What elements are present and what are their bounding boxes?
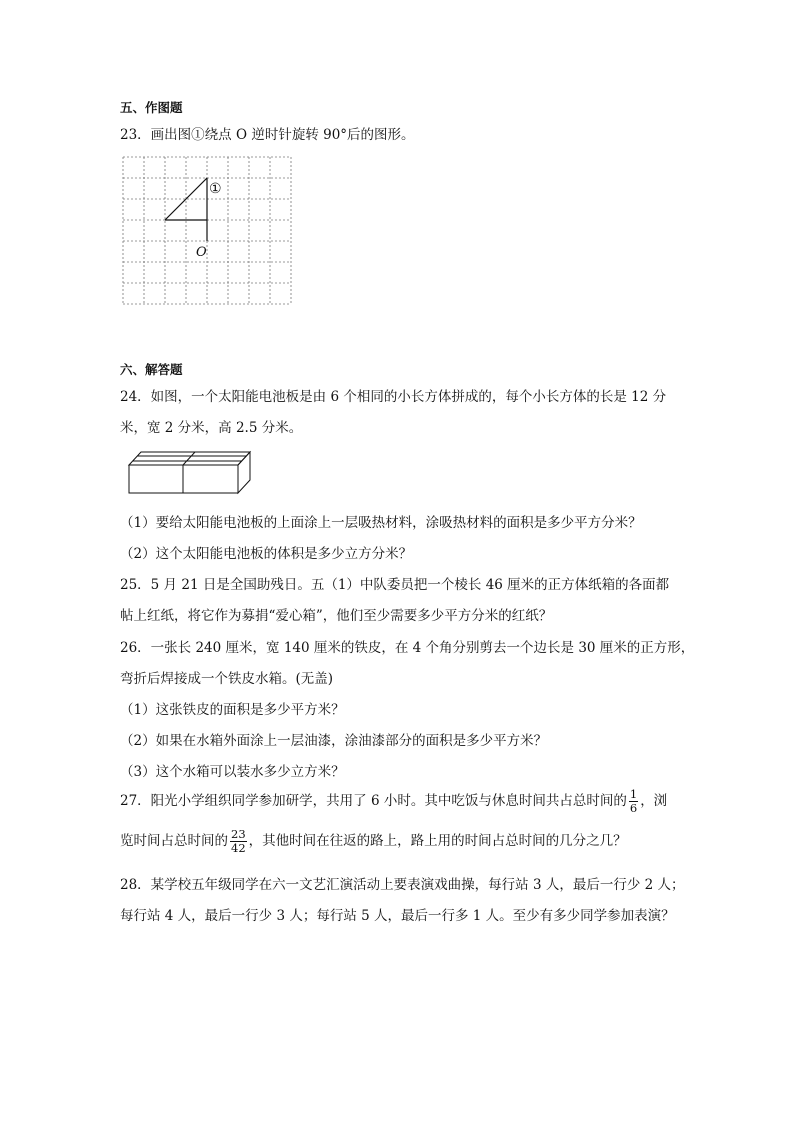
fraction-1-numerator: 1 (629, 787, 638, 801)
question-26-sub-2: （2）如果在水箱外面涂上一层油漆，涂油漆部分的面积是多少平方米？ (120, 733, 548, 749)
solar-panel-figure (126, 446, 254, 498)
question-28-line-1: 28．某学校五年级同学在六一文艺汇演活动上要表演戏曲操，每行站 3 人，最后一行少 2 人； (120, 877, 685, 893)
section-6-heading: 六、解答题 (120, 362, 183, 377)
question-27-line-2-text: 览时间占总时间的 (120, 833, 228, 849)
question-27-line-1-text: 27．阳光小学组织同学参加研学，共用了 6 小时。其中吃饭与休息时间共占总时间的 (120, 793, 627, 809)
question-24-sub-1: （1）要给太阳能电池板的上面涂上一层吸热材料，涂吸热材料的面积是多少平方分米？ (120, 515, 642, 531)
question-24-sub-2: （2）这个太阳能电池板的体积是多少立方分米？ (120, 546, 413, 562)
point-o-label: O (196, 245, 207, 260)
fraction-2-numerator: 23 (231, 827, 246, 841)
question-26-line-1: 26．一张长 240 厘米，宽 140 厘米的铁皮，在 4 个角分别剪去一个边长是 30 厘米的正方形， (120, 640, 695, 656)
rotation-grid-figure (120, 155, 298, 307)
fraction-1-denominator: 6 (629, 801, 638, 815)
question-26-line-2: 弯折后焊接成一个铁皮水箱。(无盖) (120, 671, 334, 687)
fraction-23-42 (230, 828, 247, 855)
question-26-sub-1: （1）这张铁皮的面积是多少平方米？ (120, 702, 345, 718)
question-27-line-1-tail: ，浏 (640, 793, 668, 809)
fraction-one-sixth (629, 788, 638, 815)
question-25-line-2: 帖上红纸，将它作为募捐“爱心箱”，他们至少需要多少平方分米的红纸？ (120, 608, 553, 624)
fraction-2-denominator: 42 (231, 841, 246, 855)
question-27-line-1 (120, 788, 667, 815)
question-27-line-2 (120, 828, 627, 855)
question-27-line-2-tail: ，其他时间在往返的路上，路上用的时间占总时间的几分之几？ (248, 833, 627, 849)
question-28-line-2: 每行站 4 人，最后一行少 3 人；每行站 5 人，最后一行多 1 人。至少有多少同学参加表演？ (120, 908, 675, 924)
question-24-line-1: 24．如图，一个太阳能电池板是由 6 个相同的小长方体拼成的，每个小长方体的长是 12 分 (120, 389, 667, 405)
question-23-text: 23．画出图①绕点 O 逆时针旋转 90°后的图形。 (120, 127, 415, 143)
question-24-line-2: 米，宽 2 分米，高 2.5 分米。 (120, 420, 303, 436)
question-26-sub-3: （3）这个水箱可以装水多少立方米？ (120, 764, 345, 780)
question-25-line-1: 25．5 月 21 日是全国助残日。五（1）中队委员把一个棱长 46 厘米的正方体纸箱的各面都 (120, 577, 670, 593)
shape-label-1: ① (209, 181, 222, 197)
section-5-heading: 五、作图题 (120, 100, 183, 115)
